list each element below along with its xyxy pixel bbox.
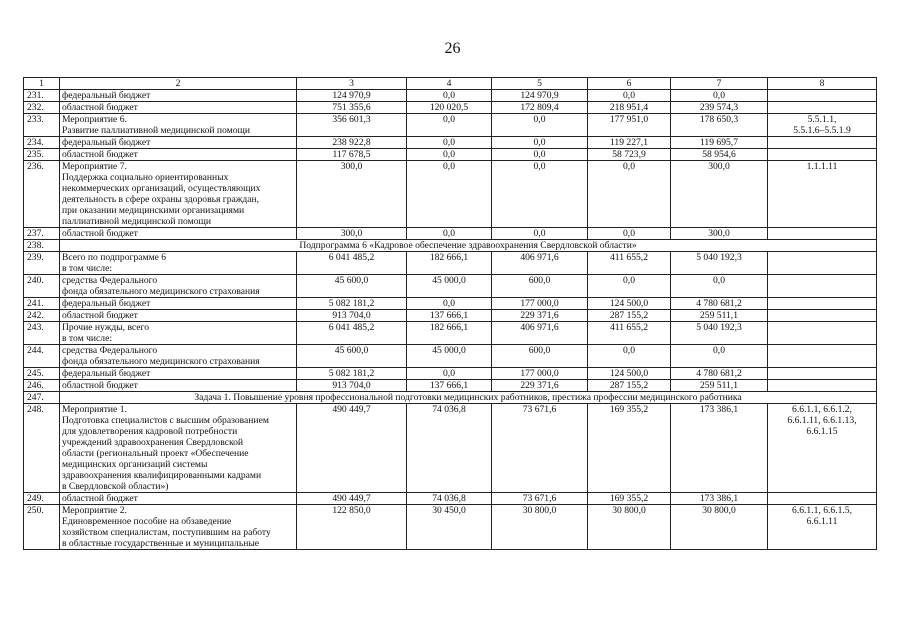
value-cell: 239 574,3 (671, 102, 768, 114)
description-line: Развитие паллиативной медицинской помощи (62, 125, 251, 136)
description-line: фонда обязательного медицинского страхования (62, 286, 260, 297)
header-cell: 3 (297, 78, 407, 90)
description-line: областной бюджет (62, 380, 138, 391)
value-cell: 913 704,0 (297, 310, 407, 322)
value-cell: 356 601,3 (297, 114, 407, 137)
row-description (60, 493, 297, 505)
value-cell: 120 020,5 (407, 102, 492, 114)
value-cell: 0,0 (407, 90, 492, 102)
table-row (24, 380, 877, 392)
row-description (60, 137, 297, 149)
description-line: некоммерческих организаций, осуществляющих (62, 183, 261, 194)
row-number: 231. (24, 90, 60, 102)
value-cell: 73 671,6 (492, 404, 588, 493)
ref-line: 6.6.1.15 (806, 426, 838, 437)
value-cell: 0,0 (671, 345, 768, 368)
row-description (60, 505, 297, 550)
row-description (60, 228, 297, 240)
description-line: для удовлетворения кадровой потребности (62, 426, 238, 437)
header-row (24, 78, 877, 90)
row-description (60, 380, 297, 392)
target-refs (768, 298, 877, 310)
table-row (24, 310, 877, 322)
target-refs (768, 252, 877, 275)
value-cell: 300,0 (297, 228, 407, 240)
row-description (60, 149, 297, 161)
value-cell: 287 155,2 (588, 380, 671, 392)
value-cell: 182 666,1 (407, 252, 492, 275)
value-cell: 73 671,6 (492, 493, 588, 505)
description-line: Мероприятие 2. (62, 505, 127, 516)
value-cell: 300,0 (671, 228, 768, 240)
value-cell: 411 655,2 (588, 252, 671, 275)
target-refs (768, 275, 877, 298)
row-number: 248. (24, 404, 60, 493)
table-row (24, 275, 877, 298)
value-cell: 287 155,2 (588, 310, 671, 322)
table-row (24, 228, 877, 240)
target-refs (768, 310, 877, 322)
value-cell: 45 600,0 (297, 345, 407, 368)
value-cell: 178 650,3 (671, 114, 768, 137)
description-line: федеральный бюджет (62, 137, 151, 148)
ref-line: 6.6.1.1, 6.6.1.5, (792, 505, 852, 516)
description-line: областной бюджет (62, 228, 138, 239)
description-line: деятельность в сфере охраны здоровья граждан, (62, 194, 260, 205)
row-description (60, 404, 297, 493)
value-cell: 0,0 (671, 275, 768, 298)
value-cell: 124 500,0 (588, 368, 671, 380)
value-cell: 751 355,6 (297, 102, 407, 114)
ref-line: 1.1.1.11 (806, 161, 838, 172)
value-cell: 229 371,6 (492, 310, 588, 322)
row-description (60, 310, 297, 322)
value-cell: 4 780 681,2 (671, 368, 768, 380)
description-line: Всего по подпрограмме 6 (62, 252, 167, 263)
target-refs (768, 114, 877, 137)
value-cell: 0,0 (588, 161, 671, 228)
value-cell: 0,0 (492, 149, 588, 161)
description-line: в Свердловской области») (62, 481, 169, 492)
target-refs (768, 137, 877, 149)
value-cell: 259 511,1 (671, 310, 768, 322)
value-cell: 30 800,0 (492, 505, 588, 550)
table-row (24, 298, 877, 310)
value-cell: 0,0 (407, 368, 492, 380)
description-line: областной бюджет (62, 102, 138, 113)
target-refs (768, 322, 877, 345)
target-refs (768, 149, 877, 161)
description-line: Подготовка специалистов с высшим образованием (62, 415, 269, 426)
value-cell: 74 036,8 (407, 493, 492, 505)
description-line: средства Федерального (62, 345, 158, 356)
row-number: 250. (24, 505, 60, 550)
target-refs (768, 161, 877, 228)
value-cell: 0,0 (407, 137, 492, 149)
row-description (60, 322, 297, 345)
row-number: 233. (24, 114, 60, 137)
description-line: паллиативной медицинской помощи (62, 216, 212, 227)
value-cell: 490 449,7 (297, 404, 407, 493)
value-cell: 406 971,6 (492, 322, 588, 345)
table-row (24, 102, 877, 114)
value-cell: 300,0 (297, 161, 407, 228)
target-refs (768, 102, 877, 114)
description-line: Поддержка социально ориентированных (62, 172, 229, 183)
value-cell: 229 371,6 (492, 380, 588, 392)
section-title: Подпрограмма 6 «Кадровое обеспечение здравоохранения Свердловской области» (60, 240, 877, 252)
table-row (24, 137, 877, 149)
description-line: областной бюджет (62, 310, 138, 321)
value-cell: 177 000,0 (492, 298, 588, 310)
value-cell: 58 723,9 (588, 149, 671, 161)
description-line: фонда обязательного медицинского страхования (62, 356, 260, 367)
value-cell: 45 600,0 (297, 275, 407, 298)
value-cell: 0,0 (588, 275, 671, 298)
value-cell: 0,0 (407, 298, 492, 310)
target-refs (768, 404, 877, 493)
table-row (24, 493, 877, 505)
target-refs (768, 493, 877, 505)
header-cell: 6 (588, 78, 671, 90)
row-number: 242. (24, 310, 60, 322)
description-line: федеральный бюджет (62, 368, 151, 379)
description-line: хозяйством специалистам, поступившим на работу (62, 527, 271, 538)
value-cell: 45 000,0 (407, 345, 492, 368)
value-cell: 218 951,4 (588, 102, 671, 114)
value-cell: 406 971,6 (492, 252, 588, 275)
ref-line: 6.6.1.11 (806, 516, 838, 527)
value-cell: 238 922,8 (297, 137, 407, 149)
value-cell: 0,0 (588, 90, 671, 102)
table-row (24, 345, 877, 368)
value-cell: 169 355,2 (588, 404, 671, 493)
row-number: 243. (24, 322, 60, 345)
description-line: медицинских организаций системы (62, 459, 208, 470)
header-cell: 4 (407, 78, 492, 90)
value-cell: 182 666,1 (407, 322, 492, 345)
row-description (60, 345, 297, 368)
row-description (60, 90, 297, 102)
row-description (60, 368, 297, 380)
value-cell: 30 450,0 (407, 505, 492, 550)
description-line: областной бюджет (62, 493, 138, 504)
value-cell: 124 500,0 (588, 298, 671, 310)
value-cell: 300,0 (671, 161, 768, 228)
row-number: 244. (24, 345, 60, 368)
value-cell: 172 809,4 (492, 102, 588, 114)
description-line: здравоохранения квалифицированными кадрами (62, 470, 262, 481)
value-cell: 0,0 (588, 228, 671, 240)
value-cell: 0,0 (671, 90, 768, 102)
description-line: Прочие нужды, всего (62, 322, 150, 333)
value-cell: 45 000,0 (407, 275, 492, 298)
value-cell: 600,0 (492, 275, 588, 298)
description-line: Мероприятие 7. (62, 161, 127, 172)
value-cell: 58 954,6 (671, 149, 768, 161)
header-cell: 5 (492, 78, 588, 90)
value-cell: 5 040 192,3 (671, 322, 768, 345)
row-number: 245. (24, 368, 60, 380)
target-refs (768, 380, 877, 392)
page-number: 26 (444, 40, 461, 57)
row-description (60, 252, 297, 275)
header-cell: 8 (768, 78, 877, 90)
target-refs (768, 505, 877, 550)
description-line: областной бюджет (62, 149, 138, 160)
value-cell: 119 695,7 (671, 137, 768, 149)
value-cell: 173 386,1 (671, 404, 768, 493)
value-cell: 124 970,9 (492, 90, 588, 102)
description-line: Мероприятие 1. (62, 404, 127, 415)
description-line: федеральный бюджет (62, 298, 151, 309)
value-cell: 259 511,1 (671, 380, 768, 392)
value-cell: 0,0 (492, 114, 588, 137)
header-cell: 2 (60, 78, 297, 90)
description-line: Единовременное пособие на обзаведение (62, 516, 232, 527)
target-refs (768, 345, 877, 368)
description-line: в областные государственные и муниципальные (62, 538, 260, 549)
value-cell: 913 704,0 (297, 380, 407, 392)
description-line: средства Федерального (62, 275, 158, 286)
table-row (24, 149, 877, 161)
value-cell: 0,0 (492, 228, 588, 240)
value-cell: 74 036,8 (407, 404, 492, 493)
target-refs (768, 368, 877, 380)
section-row (24, 392, 877, 404)
description-line: федеральный бюджет (62, 90, 151, 101)
value-cell: 0,0 (407, 114, 492, 137)
table-row (24, 90, 877, 102)
value-cell: 124 970,9 (297, 90, 407, 102)
budget-table-container (23, 77, 876, 550)
row-number: 238. (24, 240, 60, 252)
value-cell: 0,0 (407, 149, 492, 161)
value-cell: 177 951,0 (588, 114, 671, 137)
row-number: 236. (24, 161, 60, 228)
header-cell: 1 (24, 78, 60, 90)
value-cell: 4 780 681,2 (671, 298, 768, 310)
ref-line: 6.6.1.11, 6.6.1.13, (787, 415, 857, 426)
row-number: 232. (24, 102, 60, 114)
row-number: 247. (24, 392, 60, 404)
table-row (24, 368, 877, 380)
value-cell: 0,0 (407, 228, 492, 240)
value-cell: 5 082 181,2 (297, 298, 407, 310)
row-number: 235. (24, 149, 60, 161)
row-description (60, 161, 297, 228)
value-cell: 6 041 485,2 (297, 252, 407, 275)
target-refs (768, 228, 877, 240)
target-refs (768, 90, 877, 102)
value-cell: 30 800,0 (671, 505, 768, 550)
ref-line: 6.6.1.1, 6.6.1.2, (792, 404, 852, 415)
value-cell: 122 850,0 (297, 505, 407, 550)
table-row (24, 161, 877, 228)
table-row (24, 505, 877, 550)
value-cell: 0,0 (588, 345, 671, 368)
value-cell: 411 655,2 (588, 322, 671, 345)
row-description (60, 275, 297, 298)
table-body (24, 90, 877, 550)
description-line: при оказании медицинскими организациями (62, 205, 245, 216)
value-cell: 137 666,1 (407, 380, 492, 392)
value-cell: 5 040 192,3 (671, 252, 768, 275)
row-description (60, 298, 297, 310)
table-row (24, 404, 877, 493)
row-description (60, 102, 297, 114)
value-cell: 0,0 (492, 161, 588, 228)
value-cell: 177 000,0 (492, 368, 588, 380)
section-title: Задача 1. Повышение уровня профессиональной подготовки медицинских работников, престижа профессии медицинского работника (60, 392, 877, 404)
value-cell: 169 355,2 (588, 493, 671, 505)
value-cell: 137 666,1 (407, 310, 492, 322)
description-line: области (региональный проект «Обеспечение (62, 448, 249, 459)
value-cell: 0,0 (407, 161, 492, 228)
value-cell: 30 800,0 (588, 505, 671, 550)
value-cell: 173 386,1 (671, 493, 768, 505)
row-number: 241. (24, 298, 60, 310)
value-cell: 0,0 (492, 137, 588, 149)
row-description (60, 114, 297, 137)
section-row (24, 240, 877, 252)
header-cell: 7 (671, 78, 768, 90)
row-number: 234. (24, 137, 60, 149)
ref-line: 5.5.1.1, (807, 114, 837, 125)
budget-table (23, 77, 877, 550)
value-cell: 5 082 181,2 (297, 368, 407, 380)
row-number: 249. (24, 493, 60, 505)
table-row (24, 322, 877, 345)
value-cell: 119 227,1 (588, 137, 671, 149)
description-line: Мероприятие 6. (62, 114, 127, 125)
value-cell: 600,0 (492, 345, 588, 368)
row-number: 240. (24, 275, 60, 298)
description-line: учреждений здравоохранения Свердловской (62, 437, 244, 448)
ref-line: 5.5.1.6–5.5.1.9 (793, 125, 851, 136)
value-cell: 117 678,5 (297, 149, 407, 161)
row-number: 246. (24, 380, 60, 392)
table-row (24, 114, 877, 137)
description-line: в том числе: (62, 333, 113, 344)
row-number: 237. (24, 228, 60, 240)
description-line: в том числе: (62, 263, 113, 274)
row-number: 239. (24, 252, 60, 275)
value-cell: 490 449,7 (297, 493, 407, 505)
table-row (24, 252, 877, 275)
value-cell: 6 041 485,2 (297, 322, 407, 345)
